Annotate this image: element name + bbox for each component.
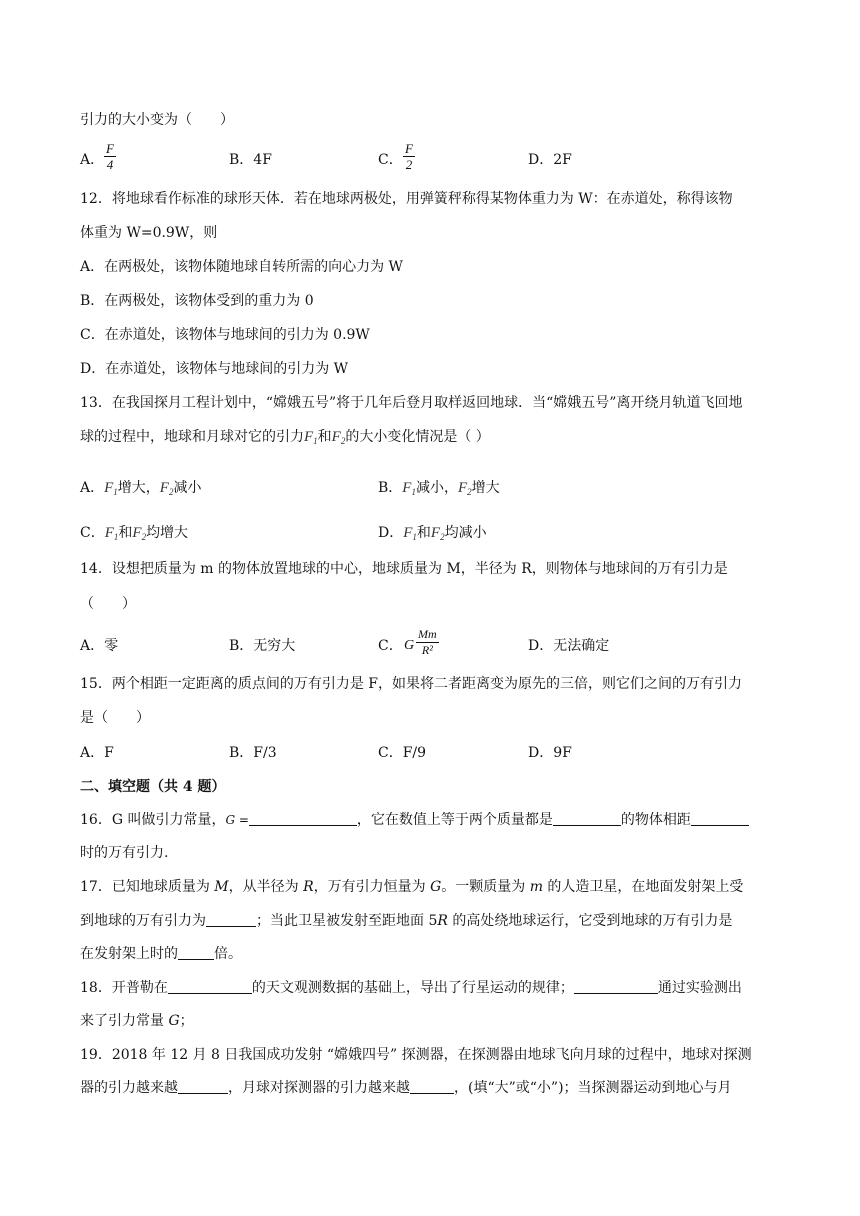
q11-option-d: D．2F (528, 152, 572, 168)
q19-text: ，(填“大”或“小”)；当探测器运动到地心与月 (454, 1080, 732, 1096)
q11-option-a-fraction (104, 141, 116, 172)
option-text: 减小 (173, 480, 202, 496)
subscript: 2 (168, 487, 174, 497)
q12-option-a: A．在两极处，该物体随地球自转所需的向心力为 W (80, 259, 403, 275)
f1-symbol (304, 429, 318, 445)
var-m-upper: M (214, 879, 229, 895)
q17-text: ；当此卫星被发射至距地面 5 (256, 913, 438, 929)
option-label: A． (80, 480, 105, 496)
option-text: 增大 (471, 480, 500, 496)
q15-option-a: A．F (80, 745, 114, 761)
q18-text: 的天文观测数据的基础上，导出了行星运动的规律； (251, 980, 574, 996)
fraction-denominator: 2 (405, 157, 413, 172)
f-letter: F (159, 480, 169, 496)
f2-symbol (332, 429, 346, 445)
answer-blank[interactable] (574, 979, 658, 994)
q13-stem-text-3: 的大小变化情况是（ ） (345, 429, 490, 445)
q12-option-d: D．在赤道处，该物体与地球间的引力为 W (80, 361, 349, 377)
f-letter: F (402, 480, 412, 496)
f-letter: F (304, 429, 314, 445)
f1-symbol (402, 480, 416, 496)
q17-text: 在发射架上时的 (80, 946, 178, 962)
q12-stem-line1: 12．将地球看作标准的球形天体．若在地球两极处，用弹簧秤称得某物体重力为 W：在赤道处，称得该物 (80, 191, 733, 207)
q13-stem-text-2: 和 (317, 429, 332, 445)
q11-option-c-label: C． (378, 152, 403, 168)
q15-option-c: C．F/9 (378, 745, 427, 761)
fraction-numerator: F (106, 141, 114, 156)
f1-symbol (104, 480, 118, 496)
q17-text: 17．已知地球质量为 (80, 879, 215, 895)
q18-line1 (80, 978, 742, 998)
q17-text: 。一颗质量为 (441, 879, 530, 895)
q19-line2 (80, 1078, 732, 1098)
q19-text: 器的引力越来越 (80, 1080, 178, 1096)
option-label: D． (378, 525, 404, 541)
q12-option-c: C．在赤道处，该物体与地球间的引力为 0.9W (80, 327, 370, 343)
subscript: 2 (340, 436, 346, 446)
var-r: R (303, 879, 314, 895)
q17-line1 (80, 877, 743, 897)
q14-stem-line2: （ ） (80, 596, 136, 612)
q11-option-c-fraction (403, 141, 415, 172)
q13-stem-line1: 13．在我国探月工程计划中，“嫦娥五号”将于几年后登月取样返回地球．当“嫦娥五号”离开绕月轨道飞回地 (80, 395, 743, 411)
q13-stem-text-1: 球的过程中，地球和月球对它的引力 (80, 429, 304, 445)
q17-text: 到地球的万有引力为 (80, 913, 206, 929)
q12-stem-line2: 体重为 W=0.9W，则 (80, 225, 218, 241)
var-m-lower: m (529, 879, 543, 895)
option-text: 均增大 (146, 525, 189, 541)
q14-option-a: A．零 (80, 638, 119, 654)
q19-line1: 19．2018 年 12 月 8 日我国成功发射 “嫦娥四号” 探测器，在探测器由地球飞向月球的过程中，地球对探测 (80, 1047, 752, 1063)
answer-blank[interactable] (553, 811, 621, 826)
fraction-denominator: R² (421, 643, 433, 657)
f1-symbol (403, 525, 417, 541)
q18-text: 来了引力常量 (80, 1013, 169, 1029)
q13-option-b (378, 478, 500, 502)
q18-line2 (80, 1011, 194, 1031)
q11-option-b: B．4F (229, 152, 272, 168)
f2-symbol (160, 480, 174, 496)
answer-blank[interactable] (691, 811, 749, 826)
option-text: 和 (416, 525, 431, 541)
q13-option-a (80, 478, 201, 502)
answer-blank[interactable] (168, 979, 252, 994)
f1-symbol (105, 525, 119, 541)
g-equals: G = (225, 813, 249, 827)
q14-stem-line1: 14．设想把质量为 m 的物体放置地球的中心，地球质量为 M，半径为 R，则物体与地球间的万有引力是 (80, 561, 728, 577)
answer-blank[interactable] (178, 1079, 228, 1094)
f-letter: F (430, 525, 441, 541)
q14-option-c-fraction (416, 627, 439, 658)
f-letter: F (331, 429, 341, 445)
q15-stem-line2: 是（ ） (80, 710, 150, 726)
q16-line2: 时的万有引力. (80, 845, 169, 861)
subscript: 1 (313, 436, 318, 446)
f2-symbol (458, 480, 472, 496)
fraction-numerator: F (405, 141, 413, 156)
q15-option-d: D．9F (528, 745, 572, 761)
f-letter: F (403, 525, 413, 541)
q14-option-d: D．无法确定 (528, 638, 610, 654)
q17-line2 (80, 911, 732, 931)
q17-text: ，万有引力恒量为 (313, 879, 431, 895)
q17-text: ，从半径为 (228, 879, 304, 895)
f-letter: F (457, 480, 468, 496)
q14-option-c-label: C． (378, 638, 403, 654)
fraction-denominator: 4 (106, 157, 114, 172)
q17-line3 (80, 944, 242, 964)
q18-text: 18．开普勒在 (80, 980, 168, 996)
q19-text: ，月球对探测器的引力越来越 (228, 1080, 410, 1096)
q16-text: ，它在数值上等于两个质量都是 (356, 812, 553, 828)
q11-stem-tail: 引力的大小变为（ ） (80, 112, 234, 128)
q11-option-a-label: A． (80, 152, 105, 168)
f2-symbol (132, 525, 146, 541)
option-text: 均减小 (444, 525, 487, 541)
f-letter: F (132, 525, 142, 541)
subscript: 2 (467, 487, 472, 497)
answer-blank[interactable] (249, 811, 357, 826)
subscript: 1 (411, 487, 416, 497)
q16-text: 16．G 叫做引力常量， (80, 812, 226, 828)
option-text: 和 (118, 525, 133, 541)
subscript: 1 (113, 532, 119, 542)
option-text: 增大， (117, 480, 160, 496)
q12-option-b: B．在两极处，该物体受到的重力为 0 (80, 293, 314, 309)
subscript: 2 (141, 532, 147, 542)
q16-line1 (80, 810, 749, 830)
q15-stem-line1: 15．两个相距一定距离的质点间的万有引力是 F，如果将二者距离变为原先的三倍，则它们之间的万有引力 (80, 676, 742, 692)
subscript: 1 (113, 487, 118, 497)
option-text: 减小， (415, 480, 458, 496)
answer-blank[interactable] (410, 1079, 454, 1094)
option-label: B． (378, 480, 403, 496)
f2-symbol (431, 525, 445, 541)
q18-text: ； (179, 1013, 194, 1029)
var-g: G (430, 879, 442, 895)
answer-blank[interactable] (206, 912, 256, 927)
q13-option-c (80, 523, 188, 547)
q13-stem-line2 (80, 427, 490, 451)
var-r: R (437, 913, 448, 929)
q14-option-c-g: G (404, 638, 415, 653)
q17-text: 倍。 (214, 946, 242, 962)
q18-text: 通过实验测出 (657, 980, 742, 996)
subscript: 2 (440, 532, 445, 542)
f-letter: F (104, 480, 114, 496)
option-label: C． (80, 525, 105, 541)
var-g: G (168, 1013, 180, 1029)
q13-option-d (378, 523, 487, 547)
q16-text: 的物体相距 (620, 812, 691, 828)
q17-text: 的人造卫星，在地面发射架上受 (542, 879, 744, 895)
fraction-numerator: Mm (418, 627, 437, 641)
subscript: 1 (412, 532, 417, 542)
q15-option-b: B．F/3 (229, 745, 277, 761)
f-letter: F (104, 525, 114, 541)
q17-text: 的高处绕地球运行，它受到地球的万有引力是 (447, 913, 733, 929)
answer-blank[interactable] (178, 945, 214, 960)
section-heading-fill-in: 二、填空题（共 4 题） (80, 779, 226, 795)
q14-option-b: B．无穷大 (229, 638, 296, 654)
